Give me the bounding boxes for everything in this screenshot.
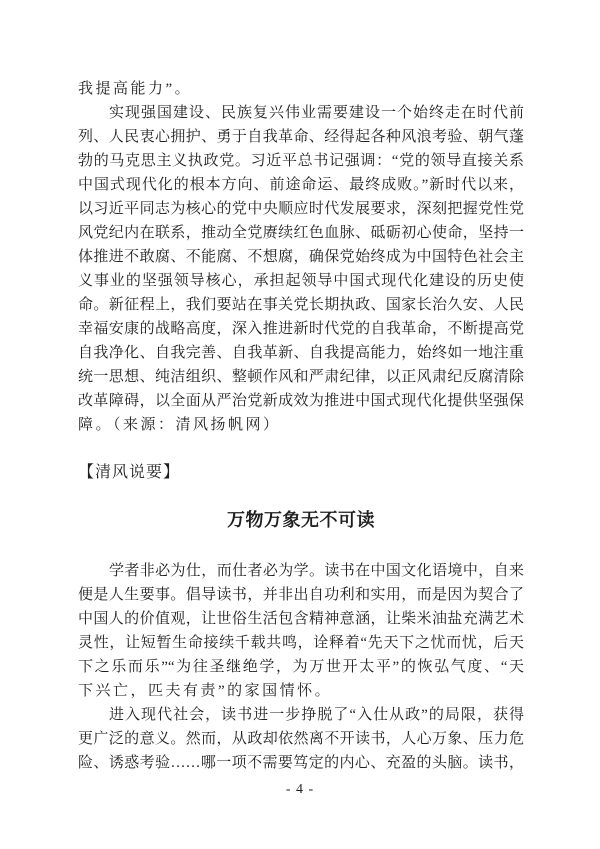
body-text-line: 中国式现代化的根本方向、前途命运、最终成败。”新时代以来，: [78, 177, 524, 193]
body-text-line: 风党纪内在联系，推动全党赓续红色血脉、砥砺初心使命，坚持一: [78, 225, 524, 241]
section-header: 【清风说要】: [78, 464, 181, 481]
body-text-line: 便是人生要事。倡导读书，并非出自功利和实用，而是因为契合了: [78, 587, 524, 603]
body-text-line: 统一思想、纯洁组织、整顿作风和严肃纪律，以正风肃纪反腐清除: [78, 369, 524, 385]
body-text-line: 下之乐而乐”“为往圣继绝学，为万世开太平”的恢弘气度、“天: [78, 659, 524, 675]
body-text-line: 学者非必为仕，而仕者必为学。读书在中国文化语境中，自来: [109, 563, 524, 579]
body-text-line: 我提高能力”。: [78, 81, 193, 97]
body-text-line: 义事业的坚强领导核心，承担起领导中国式现代化建设的历史使: [78, 273, 524, 289]
page-number: - 4 -: [285, 782, 315, 797]
body-text-line: 障。（来源：清风扬帆网）: [78, 417, 281, 433]
body-text-line: 幸福安康的战略高度，深入推进新时代党的自我革命，不断提高党: [78, 321, 524, 337]
body-text-line: 改革障碍，以全面从严治党新成效为推进中国式现代化提供坚强保: [78, 393, 524, 409]
body-text-line: 以习近平同志为核心的党中央顺应时代发展要求，深刻把握党性党: [78, 201, 524, 217]
article-body: [78, 559, 524, 775]
body-text-line: 体推进不敢腐、不能腐、不想腐，确保党始终成为中国特色社会主: [78, 249, 524, 265]
body-text-line: 勃的马克思主义执政党。习近平总书记强调：“党的领导直接关系: [78, 153, 524, 169]
body-text-line: 实现强国建设、民族复兴伟业需要建设一个始终走在时代前: [109, 105, 524, 121]
body-text-line: 命。新征程上，我们要站在事关党长期执政、国家长治久安、人民: [78, 297, 524, 313]
article-title: 万物万象无不可读: [227, 510, 375, 530]
body-text-line: 灵性，让短暂生命接续千载共鸣，诠释着“先天下之忧而忧，后天: [78, 635, 524, 651]
body-text-line: 进入现代社会，读书进一步挣脱了“入仕从政”的局限，获得: [109, 707, 524, 723]
body-text-line: 列、人民衷心拥护、勇于自我革命、经得起各种风浪考验、朝气蓬: [78, 129, 524, 145]
body-text-line: 自我净化、自我完善、自我革新、自我提高能力，始终如一地注重: [78, 345, 524, 361]
body-text-line: 中国人的价值观，让世俗生活包含精神意涵，让柴米油盐充满艺术: [78, 611, 524, 627]
text-block: [78, 77, 524, 775]
body-text-line: 下兴亡，匹夫有责”的家国情怀。: [78, 683, 333, 699]
body-text-line: 更广泛的意义。然而，从政却依然离不开读书，人心万象、压力危: [78, 731, 524, 747]
body-text-line: 险、诱惑考验……哪一项不需要笃定的内心、充盈的头脑。读书，: [78, 755, 524, 771]
